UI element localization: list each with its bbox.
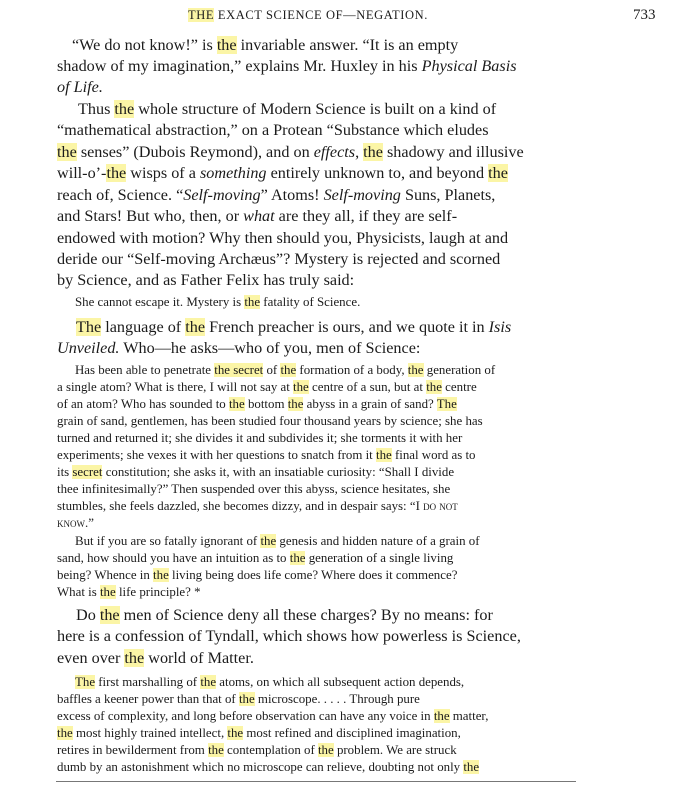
text-segment: deride our “Self-moving Archæus”? Mystery is rejected and scorned: [57, 250, 501, 268]
italic-text: what: [243, 207, 275, 225]
text-segment: thee infinitesimally?” Then suspended over this abyss, science hesitates, she: [57, 482, 451, 496]
text-line: [75, 676, 464, 689]
highlighted-text: the: [114, 100, 135, 118]
text-segment: genesis and hidden nature of a grain of: [276, 534, 480, 548]
text-segment: reach of, Science. “: [57, 186, 184, 204]
text-segment: grain of sand, gentlemen, has been studied four thousand years by science; she has: [57, 414, 483, 428]
italic-text: Self-moving: [323, 186, 401, 204]
text-segment: bottom: [244, 397, 288, 411]
text-segment: being? Whence in: [57, 568, 154, 582]
text-segment: are they all, if they are self-: [274, 207, 458, 225]
text-segment: formation of a body,: [296, 363, 408, 377]
highlighted-text: The: [436, 397, 457, 411]
text-line: [57, 272, 354, 288]
text-segment: of an atom? Who has sounded to: [57, 397, 229, 411]
text-segment: What is: [57, 585, 100, 599]
text-segment: final word as to: [391, 448, 476, 462]
text-line: [57, 122, 489, 138]
text-segment: stumbles, she feels dazzled, she becomes dizzy, and in despair says: “: [57, 499, 416, 513]
highlighted-text: the secret: [214, 363, 264, 377]
text-line: [57, 761, 479, 774]
text-segment: I do not: [415, 499, 458, 513]
text-segment: “We do not know!” is: [72, 36, 217, 54]
text-segment: here is a confession of Tyndall, which shows how powerless is Science,: [57, 627, 521, 645]
text-segment: Who—he asks—who of you, men of Science:: [119, 339, 421, 357]
text-segment: ” Atoms!: [260, 186, 324, 204]
text-segment: most highly trained intellect,: [72, 726, 228, 740]
text-segment: atoms, on which all subsequent action depends,: [216, 675, 465, 689]
highlighted-text: the: [216, 36, 237, 54]
text-line: [75, 535, 480, 548]
text-line: [57, 500, 458, 513]
text-segment: fatality of Science.: [260, 295, 361, 309]
text-segment: senses” (Dubois Reymond), and on: [76, 143, 314, 161]
highlighted-text: The: [75, 675, 96, 689]
text-segment: its: [57, 465, 73, 479]
text-line: [57, 586, 201, 599]
text-segment: experiments; she vexes it with her questions to snatch from it: [57, 448, 376, 462]
highlighted-text: THE: [188, 8, 215, 22]
text-segment: wisps of a: [126, 164, 200, 182]
text-segment: baffles a keener power than that of: [57, 692, 239, 706]
highlighted-text: the: [124, 649, 145, 667]
text-segment: shadow of my imagination,” explains Mr. Huxley in his: [57, 57, 422, 75]
highlighted-text: the: [200, 675, 217, 689]
text-segment: living being does life come? Where does it commence?: [168, 568, 458, 582]
text-line: [57, 187, 495, 203]
text-segment: men of Science deny all these charges? By no means: for: [119, 606, 493, 624]
text-line: [57, 449, 476, 462]
highlighted-text: the: [317, 743, 334, 757]
text-line: [57, 466, 454, 479]
text-line: [57, 165, 508, 181]
text-line: [75, 296, 360, 309]
text-segment: will-o’-: [57, 164, 107, 182]
highlighted-text: the: [407, 363, 424, 377]
text-line: [75, 364, 495, 377]
text-segment: know: [57, 516, 85, 530]
highlighted-text: the: [208, 743, 224, 757]
text-segment: abyss in a grain of sand?: [303, 397, 437, 411]
text-segment: French preacher is ours, and we quote it in: [205, 318, 489, 336]
text-segment: turned and returned it; she divides it and subdivides it; she torments it with her: [57, 431, 463, 445]
text-line: [76, 319, 511, 335]
highlighted-text: the: [153, 568, 169, 582]
italic-text: something: [199, 164, 267, 182]
text-segment: But if you are so fatally ignorant of: [75, 534, 261, 548]
text-line: [72, 37, 458, 53]
highlighted-text: the: [433, 709, 450, 723]
text-line: [57, 381, 477, 394]
text-segment: excess of complexity, and long before observation can have any voice in: [57, 709, 434, 723]
text-segment: She cannot escape it. Mystery is: [75, 295, 245, 309]
highlighted-text: the: [287, 397, 304, 411]
highlighted-text: secret: [72, 465, 103, 479]
text-segment: problem. We are struck: [333, 743, 457, 757]
text-line: [57, 744, 457, 757]
highlighted-text: the: [363, 143, 383, 161]
text-segment: microscope. . . . . Through pure: [254, 692, 420, 706]
text-line: [57, 517, 94, 530]
text-segment: invariable answer. “It is an empty: [236, 36, 459, 54]
text-line: [78, 101, 496, 117]
highlighted-text: the: [57, 726, 73, 740]
running-title: [188, 8, 428, 23]
text-segment: contemplation of: [223, 743, 318, 757]
italic-text: effects: [313, 143, 356, 161]
text-segment: Has been able to penetrate: [75, 363, 215, 377]
highlighted-text: the: [289, 551, 306, 565]
text-segment: dumb by an astonishment which no microscope can relieve, doubting not only: [57, 760, 464, 774]
text-segment: endowed with motion? Why then should you, Physicists, laugh at and: [57, 229, 509, 247]
text-segment: a single atom? What is there, I will not say at: [57, 380, 294, 394]
italic-text: Physical Basis: [421, 57, 517, 75]
text-segment: by Science, and as Father Felix has truly said:: [57, 271, 355, 289]
highlighted-text: the: [375, 448, 392, 462]
text-line: [57, 693, 420, 706]
page-header: [0, 8, 681, 26]
highlighted-text: The: [76, 318, 102, 336]
highlighted-text: the: [228, 397, 245, 411]
highlighted-text: the: [185, 318, 206, 336]
text-segment: of: [263, 363, 281, 377]
text-line: [57, 650, 254, 666]
text-line: [57, 415, 483, 428]
footnote-rule: [56, 781, 576, 782]
text-line: [57, 230, 508, 246]
text-segment: and Stars! But who, then, or: [57, 207, 244, 225]
text-segment: whole structure of Modern Science is built on a kind of: [134, 100, 497, 118]
text-segment: retires in bewilderment from: [57, 743, 209, 757]
text-segment: EXACT SCIENCE OF—NEGATION.: [214, 8, 428, 22]
text-line: [57, 398, 457, 411]
text-line: [57, 628, 521, 644]
highlighted-text: the: [280, 363, 297, 377]
text-line: [76, 607, 493, 623]
highlighted-text: the: [488, 164, 508, 182]
page-number: 733: [633, 7, 656, 23]
text-segment: shadowy and illusive: [382, 143, 524, 161]
text-segment: even over: [57, 649, 125, 667]
text-line: [57, 727, 461, 740]
text-segment: first marshalling of: [95, 675, 201, 689]
text-line: [57, 208, 457, 224]
text-segment: world of Matter.: [144, 649, 254, 667]
text-segment: constitution; she asks it, with an insatiable curiosity: “Shall I divide: [102, 465, 455, 479]
text-line: [57, 432, 462, 445]
highlighted-text: the: [99, 606, 120, 624]
text-segment: .”: [85, 516, 94, 530]
text-segment: ,: [355, 143, 364, 161]
text-segment: entirely unknown to, and beyond: [266, 164, 489, 182]
highlighted-text: the: [293, 380, 309, 394]
text-line: [57, 58, 517, 74]
text-segment: generation of a single living: [305, 551, 454, 565]
text-segment: sand, how should you have an intuition as to: [57, 551, 290, 565]
highlighted-text: the: [99, 585, 116, 599]
highlighted-text: the: [106, 164, 127, 182]
highlighted-text: the: [260, 534, 277, 548]
highlighted-text: the: [57, 143, 77, 161]
text-segment: language of: [101, 318, 186, 336]
italic-text: Unveiled.: [57, 339, 120, 357]
text-line: [57, 483, 450, 496]
text-segment: Thus: [78, 100, 115, 118]
text-line: [57, 251, 500, 267]
text-segment: “mathematical abstraction,” on a Protean “Substance which eludes: [57, 121, 489, 139]
text-line: [57, 569, 457, 582]
italic-text: of Life.: [57, 78, 103, 96]
italic-text: Self-moving: [183, 186, 261, 204]
text-segment: life principle? *: [115, 585, 201, 599]
highlighted-text: the: [227, 726, 244, 740]
highlighted-text: the: [238, 692, 255, 706]
text-segment: centre of a sun, but at: [308, 380, 427, 394]
text-line: [57, 79, 103, 95]
text-segment: Do: [76, 606, 100, 624]
text-segment: most refined and disciplined imagination,: [243, 726, 461, 740]
highlighted-text: the: [463, 760, 480, 774]
text-segment: centre: [441, 380, 477, 394]
highlighted-text: the: [426, 380, 442, 394]
text-segment: generation of: [423, 363, 496, 377]
text-line: [57, 144, 524, 160]
text-line: [57, 710, 488, 723]
text-line: [57, 340, 420, 356]
text-line: [57, 552, 453, 565]
italic-text: Isis: [488, 318, 512, 336]
highlighted-text: the: [244, 295, 261, 309]
text-segment: matter,: [449, 709, 489, 723]
text-segment: Suns, Planets,: [400, 186, 496, 204]
